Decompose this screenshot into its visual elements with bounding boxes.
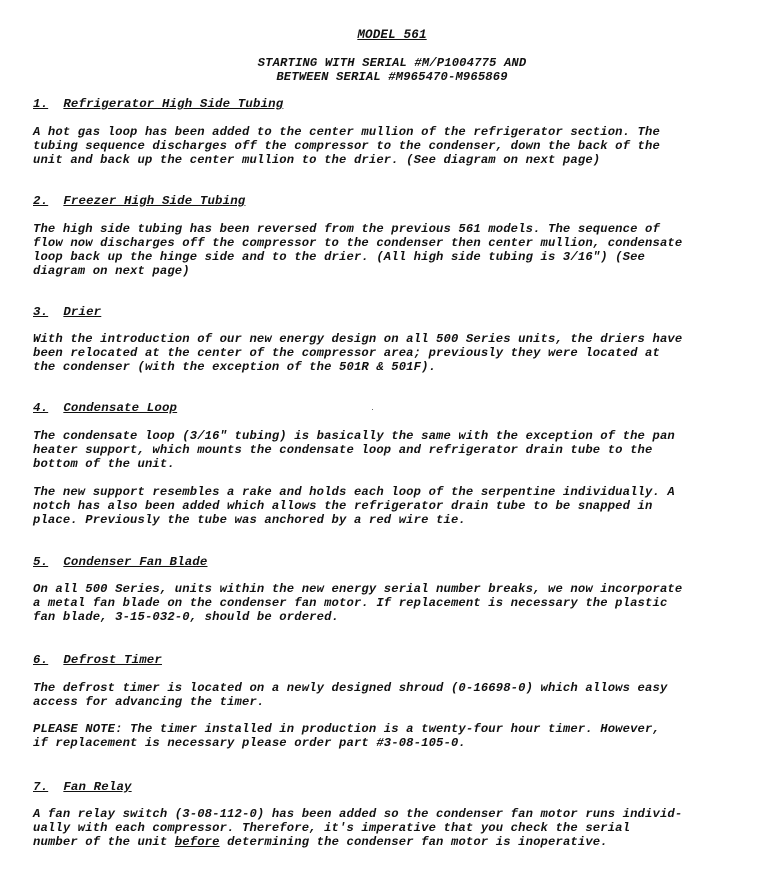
paragraph-line: bottom of the unit. xyxy=(33,457,175,471)
paragraph-line: access for advancing the timer. xyxy=(33,695,265,709)
paragraph-line: a metal fan blade on the condenser fan motor. If replacement is necessary the plastic xyxy=(33,596,668,610)
paragraph-line: A fan relay switch (3-08-112-0) has been added so the condenser fan motor runs individ- xyxy=(33,807,683,821)
section-number: 1. xyxy=(33,97,49,111)
paragraph-line: With the introduction of our new energy design on all 500 Series units, the driers have xyxy=(33,332,683,346)
section-title: Condensate Loop xyxy=(63,401,178,415)
section-paragraph xyxy=(33,582,763,624)
paragraph-line: if replacement is necessary please order part #3-08-105-0. xyxy=(33,736,466,750)
paragraph-line: the condenser (with the exception of the 501R & 501F). xyxy=(33,360,437,374)
section-paragraph xyxy=(33,222,763,278)
section-title: Drier xyxy=(63,305,102,319)
paragraph-line: The condensate loop (3/16" tubing) is basically the same with the exception of the pan xyxy=(33,429,675,443)
section-paragraph xyxy=(33,125,763,167)
line-text: number of the unit xyxy=(33,835,175,849)
section-paragraph xyxy=(33,429,763,471)
paragraph-line: loop back up the hinge side and to the drier. (All high side tubing is 3/16") (See xyxy=(33,250,646,264)
section-paragraph-note xyxy=(33,722,763,750)
section-number: 7. xyxy=(33,780,49,794)
page-title: MODEL 561 xyxy=(357,28,427,42)
section-title: Condenser Fan Blade xyxy=(63,555,208,569)
section-paragraph xyxy=(33,807,763,849)
paragraph-line: heater support, which mounts the condensate loop and refrigerator drain tube to the xyxy=(33,443,653,457)
paragraph-line: A hot gas loop has been added to the center mullion of the refrigerator section. The xyxy=(33,125,660,139)
paragraph-line: notch has also been added which allows the refrigerator drain tube to be snapped in xyxy=(33,499,653,513)
paragraph-line: diagram on next page) xyxy=(33,264,190,278)
section-paragraph xyxy=(33,485,763,527)
paragraph-line: The defrost timer is located on a newly designed shroud (0-16698-0) which allows easy xyxy=(33,681,668,695)
subtitle-line: STARTING WITH SERIAL #M/P1004775 AND xyxy=(257,56,527,70)
serial-range-subtitle xyxy=(0,56,784,84)
paragraph-line: PLEASE NOTE: The timer installed in production is a twenty-four hour timer. However, xyxy=(33,722,660,736)
section-title: Refrigerator High Side Tubing xyxy=(63,97,284,111)
section-number: 3. xyxy=(33,305,49,319)
paragraph-line: tubing sequence discharges off the compressor to the condenser, down the back of the xyxy=(33,139,660,153)
section-number: 6. xyxy=(33,653,49,667)
section-heading-condensate-loop xyxy=(33,401,177,415)
section-number: 5. xyxy=(33,555,49,569)
paragraph-line: The high side tubing has been reversed from the previous 561 models. The sequence of xyxy=(33,222,660,236)
section-heading-fan-relay xyxy=(33,780,132,794)
paragraph-line: unit and back up the center mullion to the drier. (See diagram on next page) xyxy=(33,153,601,167)
paragraph-line: place. Previously the tube was anchored by a red wire tie. xyxy=(33,513,466,527)
section-number: 2. xyxy=(33,194,49,208)
section-heading-drier xyxy=(33,305,101,319)
paragraph-line: ually with each compressor. Therefore, it's imperative that you check the serial xyxy=(33,821,631,835)
paragraph-line: fan blade, 3-15-032-0, should be ordered. xyxy=(33,610,340,624)
paragraph-line: flow now discharges off the compressor to the condenser then center mullion, condensate xyxy=(33,236,683,250)
section-number: 4. xyxy=(33,401,49,415)
scan-speck xyxy=(372,409,373,410)
line-text: determining the condenser fan motor is inoperative. xyxy=(219,835,608,849)
section-title: Freezer High Side Tubing xyxy=(63,194,246,208)
section-heading-condenser-fan-blade xyxy=(33,555,207,569)
section-title: Defrost Timer xyxy=(63,653,162,667)
section-heading-refrigerator-high-side-tubing xyxy=(33,97,283,111)
paragraph-line-with-emphasis xyxy=(33,835,763,849)
section-title: Fan Relay xyxy=(63,780,132,794)
paragraph-line: On all 500 Series, units within the new energy serial number breaks, we now incorporate xyxy=(33,582,683,596)
section-paragraph xyxy=(33,332,763,374)
paragraph-line: The new support resembles a rake and holds each loop of the serpentine individually. A xyxy=(33,485,675,499)
emphasis-word: before xyxy=(174,835,220,849)
section-paragraph xyxy=(33,681,763,709)
paragraph-line: been relocated at the center of the compressor area; previously they were located at xyxy=(33,346,660,360)
section-heading-defrost-timer xyxy=(33,653,162,667)
subtitle-line: BETWEEN SERIAL #M965470-M965869 xyxy=(276,70,508,84)
section-heading-freezer-high-side-tubing xyxy=(33,194,245,208)
